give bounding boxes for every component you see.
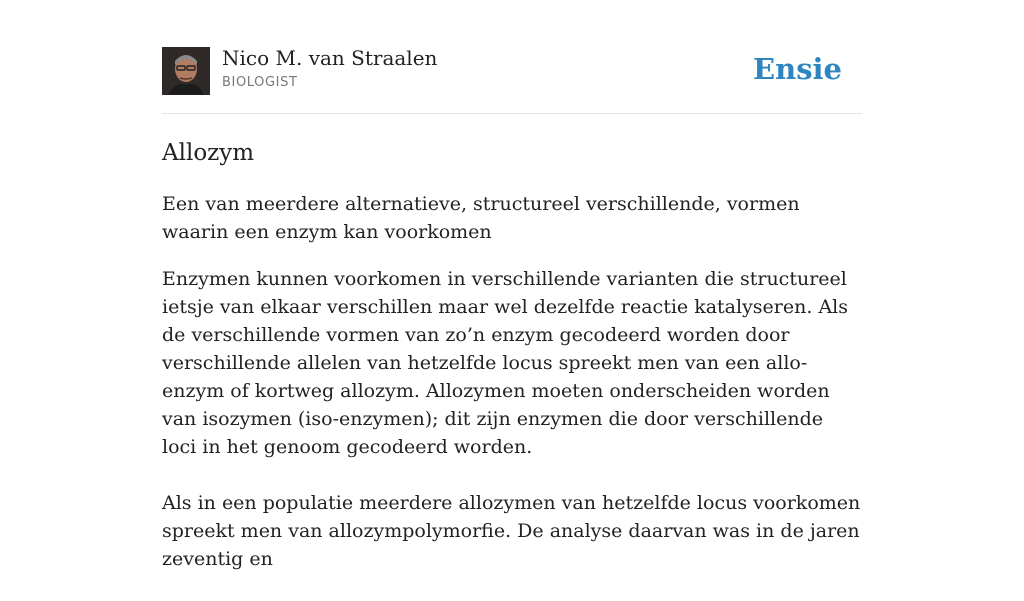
page-container [162, 0, 862, 570]
author-header [162, 0, 862, 114]
author-avatar[interactable] [162, 47, 210, 95]
article-title: Allozym [162, 140, 255, 166]
article-definition: Een van meerdere alternatieve, structureel verschillende, vormen waarin een enzym kan voorkomen [162, 193, 800, 243]
article-paragraph: Als in een populatie meerdere allozymen van hetzelfde locus voorkomen spreekt men van allozympolymorfie. De analyse daarvan was in de jaren zeventig en [162, 492, 861, 570]
article-paragraph: Enzymen kunnen voorkomen in verschillende varianten die structureel ietsje van elkaar verschillen maar wel dezelfde reactie katalyseren. Als de verschillende vormen van zo’n enzym gecodeerd worden door verschillende allelen van hetzelfde locus spreekt men van een allo-enzym of kortweg allozym. Allozymen moeten onderscheiden worden van isozymen (iso-enzymen); dit zijn enzymen die door verschillende loci in het genoom gecodeerd worden. [162, 268, 848, 458]
author-name[interactable]: Nico M. van Straalen [222, 46, 438, 70]
author-role: BIOLOGIST [222, 75, 298, 90]
ensie-logo[interactable]: Ensie [753, 52, 842, 86]
article-body [162, 265, 862, 601]
avatar-portrait-icon [162, 47, 210, 95]
